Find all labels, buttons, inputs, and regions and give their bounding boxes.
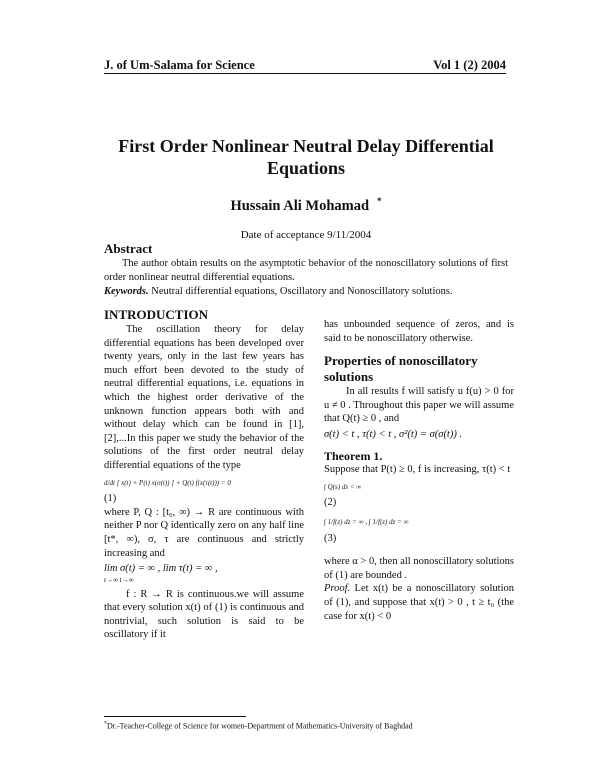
abstract-heading: Abstract xyxy=(104,241,153,256)
footnote-mark: * xyxy=(104,721,107,727)
journal-name: J. of Um-Salama for Science xyxy=(104,58,255,72)
keywords-line xyxy=(104,285,508,299)
author-mark: * xyxy=(377,196,382,206)
intro-paragraph-1: The oscillation theory for delay differential equations has been developed over twenty years, only in the last few years has much effort been devoted to the study of neutral differential equations, i.e. equations in which the highest order derivative of the unknown function appears both with and without delay which can be found in [1],[2],...In this paper we study the behavior of the solutions of the first order neutral delay differential equations of the type xyxy=(104,324,304,471)
footnote-rule xyxy=(104,716,246,717)
keywords-text: Neutral differential equations, Oscillatory and Nonoscillatory solutions. xyxy=(151,286,453,297)
proof-paragraph xyxy=(324,582,514,623)
delay-conditions: σ(t) < t , τ(t) < t , σ²(t) = σ(σ(t)) . xyxy=(324,428,463,440)
author-name: Hussain Ali Mohamad xyxy=(230,197,370,214)
author-line xyxy=(100,196,512,215)
equation-1: d/dt [ x(t) + P(t) x(σ(t)) ] + Q(t) f(x(τ(t))) = 0 xyxy=(104,478,231,487)
volume-info: Vol 1 (2) 2004 xyxy=(433,58,506,72)
proof-label: Proof. xyxy=(324,583,351,595)
equation-1-number: (1) xyxy=(104,493,117,505)
intro-paragraph-2: where P, Q : [t₀, ∞) → R are continuous with neither P nor Q identically zero on any half line [t*, ∞), σ, τ are continuous and strictly increasing and xyxy=(104,506,304,559)
proof-text: Let x(t) be a nonoscillatory solution of (1), and suppose that x(t) > 0 , t ≥ t₀ (the case for x(t) < 0 xyxy=(324,583,515,622)
abstract-body xyxy=(104,257,508,299)
equation-3: ∫ 1/f(z) dz = ∞ , ∫ 1/f(z) dz = ∞ xyxy=(324,517,409,526)
acceptance-date: Date of acceptance 9/11/2004 xyxy=(240,229,372,241)
header-rule xyxy=(104,73,506,74)
right-paragraph-1: has unbounded sequence of zeros, and is said to be nonoscillatory otherwise. xyxy=(324,319,514,344)
properties-heading: Properties of nonoscillatory solutions xyxy=(324,353,478,385)
abstract-text: The author obtain results on the asymptotic behavior of the nonoscillatory solutions of first order nonlinear neutral differential equations. xyxy=(104,258,508,283)
intro-paragraph-3: f : R → R is continuous.we will assume that every solution x(t) of (1) is continuous and nontrivial, such solution is said to be oscillatory if it xyxy=(104,588,304,641)
limit-conditions: lim σ(t) = ∞ , lim τ(t) = ∞ , xyxy=(104,563,218,575)
left-column xyxy=(104,307,304,642)
theorem-conclusion: where α > 0, then all nonoscillatory solutions of (1) are bounded . xyxy=(324,556,514,581)
footnote-text: Dr.-Teacher-College of Science for women-Department of Mathematics-University of Baghdad xyxy=(107,721,413,731)
equation-2: ∫ Q(s) ds < ∞ xyxy=(324,482,362,491)
right-column xyxy=(324,318,514,623)
keywords-label: Keywords. xyxy=(104,286,149,297)
paper-title: First Order Nonlinear Neutral Delay Differential Equations xyxy=(118,136,494,178)
limit-subscripts: t→∞ t→∞ xyxy=(104,575,134,584)
footnote xyxy=(104,721,524,731)
theorem-heading: Theorem 1. xyxy=(324,448,383,463)
intro-heading: INTRODUCTION xyxy=(104,307,209,322)
theorem-statement: Suppose that P(t) ≥ 0, f is increasing, τ(t) < t xyxy=(324,464,511,476)
equation-2-number: (2) xyxy=(324,497,337,509)
properties-paragraph: In all results f will satisfy u f(u) > 0 for u ≠ 0 . Throughout this paper we will assume that Q(t) ≥ 0 , and xyxy=(324,386,514,425)
equation-3-number: (3) xyxy=(324,532,337,544)
